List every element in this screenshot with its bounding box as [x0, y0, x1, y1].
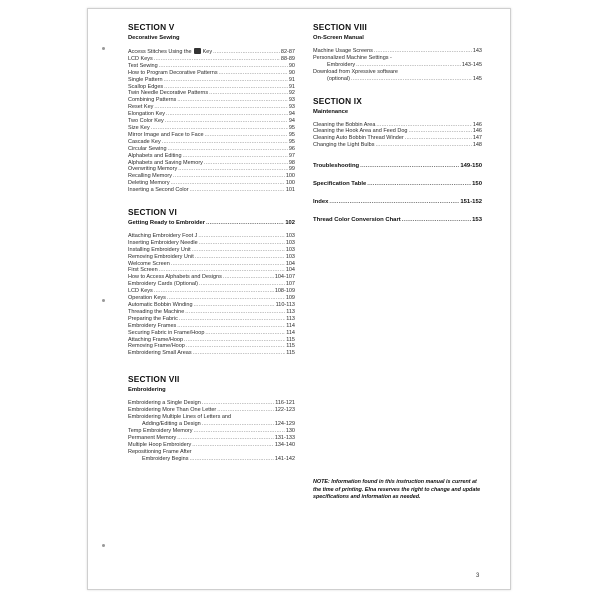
dot-leader: [223, 274, 274, 281]
toc-page-number: 93: [288, 104, 295, 111]
toc-page-number: 113: [286, 308, 295, 315]
toc-entry[interactable]: [313, 217, 482, 224]
toc-entry[interactable]: [128, 330, 295, 337]
toc-entry[interactable]: [128, 350, 295, 357]
dot-leader: [183, 153, 288, 160]
dot-leader: [162, 139, 288, 146]
toc-entry-title: First Screen: [128, 267, 158, 274]
toc-entry-title: LCD Keys: [128, 288, 153, 295]
toc-page-number: 99: [288, 166, 295, 173]
toc-list: [128, 48, 295, 194]
dot-leader: [204, 160, 288, 167]
section-title: SECTION IX: [313, 95, 363, 106]
toc-entry[interactable]: [128, 343, 295, 350]
toc-entry[interactable]: [313, 48, 482, 55]
dot-leader: [193, 350, 286, 357]
toc-entry-title: How to Program Decorative Patterns: [128, 69, 218, 76]
toc-entry[interactable]: [128, 449, 295, 456]
toc-page-number: 145: [472, 75, 482, 82]
toc-list: [128, 233, 295, 357]
toc-entry[interactable]: [128, 187, 295, 194]
toc-entry-title: Securing Fabric in Frame/Hoop: [128, 329, 205, 336]
toc-page-number: 114: [286, 322, 295, 329]
toc-page-number: 115: [286, 336, 295, 343]
toc-entry-title: Combining Patterns: [128, 97, 177, 104]
toc-entry-title: Inserting Embroidery Needle: [128, 239, 198, 246]
margin-dot: [102, 299, 105, 302]
dot-leader: [351, 76, 472, 83]
section-vii: [128, 375, 295, 462]
toc-entry-title: Elongation Key: [128, 111, 165, 118]
toc-entry-title: Removing Frame/Hoop: [128, 343, 185, 350]
toc-entry[interactable]: [128, 63, 295, 70]
toc-page-number: 108-109: [274, 288, 295, 295]
toc-page-number: 104: [285, 260, 295, 267]
toc-entry-title: Two Color Key: [128, 118, 164, 125]
toc-entry[interactable]: [128, 240, 295, 247]
toc-page-number: 95: [288, 124, 295, 131]
dot-leader: [202, 421, 274, 428]
toc-entry[interactable]: [128, 337, 295, 344]
dot-leader: [374, 48, 472, 55]
dot-leader: [168, 146, 288, 153]
toc-entry[interactable]: [128, 180, 295, 187]
toc-list: [313, 48, 482, 83]
toc-entry[interactable]: [128, 166, 295, 173]
dot-leader: [195, 254, 285, 261]
toc-entry-title: Mirror Image and Face to Face: [128, 131, 204, 138]
toc-page-number: 100: [285, 173, 295, 180]
toc-entry[interactable]: [128, 97, 295, 104]
toc-page-number: 100: [285, 180, 295, 187]
toc-entry-title: Overwriting Memory: [128, 166, 178, 173]
toc-entry[interactable]: [128, 173, 295, 180]
toc-page-number: 88-89: [280, 55, 295, 62]
toc-page-number: 116-121: [275, 400, 295, 407]
section-vi: [128, 208, 295, 357]
toc-page-number: 97: [288, 152, 295, 159]
toc-entry[interactable]: [128, 146, 295, 153]
toc-entry-title: Attaching Frame/Hoop: [128, 336, 184, 343]
dot-leader: [171, 180, 285, 187]
toc-page-number: 149-150: [460, 163, 482, 170]
section-subtitle[interactable]: Getting Ready to Embroider ..... 102: [128, 220, 295, 227]
page-number: 3: [476, 573, 480, 579]
toc-entry[interactable]: [313, 62, 482, 69]
dot-leader: [185, 309, 285, 316]
toc-page-number: 130: [285, 427, 295, 434]
toc-entry-title: Download from Xpressive software: [313, 68, 398, 75]
toc-entry[interactable]: [128, 132, 295, 139]
section-viii: [313, 23, 482, 83]
toc-entry-title: Recalling Memory: [128, 173, 173, 180]
toc-entry[interactable]: [128, 77, 295, 84]
section-subtitle: Decorative Sewing: [128, 35, 180, 41]
toc-page-number: 143: [472, 48, 482, 54]
dot-leader: [165, 118, 288, 125]
toc-entry-title: Repositioning Frame After: [128, 448, 192, 455]
dot-leader: [217, 407, 274, 414]
toc-entry-title: Adding/Editing a Design: [142, 420, 201, 427]
toc-page-number: 153: [472, 216, 482, 223]
toc-entry[interactable]: [128, 104, 295, 111]
toc-page-number: 103: [285, 232, 295, 239]
dot-leader: [190, 187, 285, 194]
toc-page-number: 101: [285, 187, 295, 194]
toc-entry-title: Size Key: [128, 124, 150, 131]
toc-entry[interactable]: [313, 122, 482, 129]
section-subtitle: On-Screen Manual: [313, 35, 364, 41]
right-column: [313, 23, 482, 224]
toc-entry-title: Operation Keys: [128, 295, 166, 302]
toc-page-number: 122-123: [274, 407, 295, 414]
toc-entry-title: Troubleshooting: [313, 163, 360, 170]
toc-entry[interactable]: [128, 118, 295, 125]
toc-entry[interactable]: [128, 125, 295, 132]
toc-entry-title: (optional): [327, 75, 350, 82]
toc-entry[interactable]: [128, 139, 295, 146]
toc-page-number: 95: [288, 131, 295, 138]
toc-page-number: 90: [288, 62, 295, 69]
toc-page-number: 94: [288, 111, 295, 118]
disclaimer-note: NOTE: Information found in this instruction manual is current at the time of printing. Elna reserves the right to change and update specifications and information as needed.: [313, 479, 481, 501]
toc-entry[interactable]: [313, 128, 482, 135]
toc-list: [313, 122, 482, 150]
dot-leader: [194, 302, 275, 309]
dot-leader: [202, 400, 274, 407]
toc-entry-title: Alphabets and Editing: [128, 152, 182, 159]
manual-page: [87, 8, 511, 590]
toc-entry-title: Deleting Memory: [128, 180, 170, 187]
toc-page-number: 104-107: [274, 274, 295, 281]
dot-leader: [178, 166, 288, 173]
toc-entry-title: Multiple Hoop Embroidery: [128, 441, 192, 448]
toc-entry[interactable]: [313, 55, 482, 62]
toc-page-number: 91: [288, 83, 295, 90]
toc-page-number: 146: [472, 128, 482, 135]
dot-leader: [367, 181, 471, 188]
toc-entry[interactable]: [128, 84, 295, 91]
dot-leader: [173, 173, 285, 180]
toc-page-number: 95: [288, 138, 295, 145]
toc-entry-title: Installing Embroidery Unit: [128, 246, 191, 253]
toc-entry-title: Automatic Bobbin Winding: [128, 302, 193, 308]
section-title: SECTION VIII: [313, 22, 368, 32]
toc-entry[interactable]: [128, 267, 295, 274]
toc-page-number: 147: [472, 135, 482, 142]
toc-entry-title: Inserting a Second Color: [128, 187, 189, 194]
toc-entry[interactable]: [128, 421, 295, 428]
toc-entry-title: Test Sewing: [128, 62, 158, 69]
decorative-key-icon: [194, 48, 201, 54]
toc-page-number: 124-129: [274, 420, 295, 427]
dot-leader: [329, 199, 459, 206]
toc-page-number: 150: [472, 181, 482, 188]
toc-entry[interactable]: [313, 163, 482, 170]
toc-entry[interactable]: [128, 90, 295, 97]
dot-leader: [194, 428, 285, 435]
toc-entry[interactable]: [128, 261, 295, 268]
dot-leader: [198, 233, 284, 240]
dot-leader: [177, 97, 288, 104]
section-ix: [313, 97, 482, 150]
toc-page-number: 114: [286, 329, 295, 336]
dot-leader: [402, 217, 471, 224]
dot-leader: [184, 337, 285, 344]
toc-entry[interactable]: [128, 160, 295, 167]
toc-entry[interactable]: [128, 295, 295, 302]
toc-entry-title: Machine Usage Screens: [313, 48, 373, 54]
dot-leader: [356, 62, 461, 69]
dot-leader: [360, 163, 459, 170]
dot-leader: [154, 288, 274, 295]
toc-entry-title: Personalized Machine Settings -: [313, 54, 392, 61]
toc-page-number: 82-87: [280, 49, 295, 55]
dot-leader: [405, 135, 472, 142]
dot-leader: [171, 261, 285, 268]
toc-page-number: 103: [285, 253, 295, 260]
section-title: SECTION V: [128, 22, 175, 32]
toc-entry[interactable]: [128, 254, 295, 261]
dot-leader: [166, 111, 288, 118]
toc-entry-title: Attaching Embroidery Foot J: [128, 232, 198, 239]
dot-leader: [154, 56, 280, 63]
dot-leader: [199, 240, 285, 247]
section-title: SECTION VI: [128, 207, 178, 218]
toc-page-number: 113: [286, 315, 295, 322]
toc-entry-title: Welcome Screen: [128, 260, 170, 267]
toc-entry[interactable]: [128, 442, 295, 449]
toc-entry-title: Scallop Edges: [128, 83, 164, 90]
toc-entry-title: Embroidery Frames: [128, 322, 177, 329]
toc-entry-title: Embroidering More Than One Letter: [128, 407, 217, 414]
dot-leader: [164, 77, 288, 84]
dot-leader: [205, 330, 285, 337]
toc-page-number: 146: [472, 121, 482, 128]
left-column: [128, 23, 295, 476]
margin-dot: [102, 544, 105, 547]
toc-entry[interactable]: [128, 435, 295, 442]
toc-entry[interactable]: [128, 247, 295, 254]
margin-dot: [102, 47, 105, 50]
section-v: [128, 23, 295, 194]
dot-leader: [167, 295, 285, 302]
toc-entry[interactable]: [313, 181, 482, 188]
toc-page-number: 134-140: [274, 441, 295, 448]
toc-page-number: 91: [288, 76, 295, 83]
toc-entry-title: Embroidering a Single Design: [128, 400, 201, 407]
toc-entry[interactable]: [128, 323, 295, 330]
toc-entry-title: Access Stitches Using the Key: [128, 49, 213, 55]
toc-entry-title: Specification Table: [313, 181, 367, 188]
toc-page-number: 93: [288, 97, 295, 104]
toc-entry-title: Preparing the Fabric: [128, 315, 178, 322]
toc-page-number: 107: [285, 281, 295, 288]
toc-entry-title: Cascade Key: [128, 138, 161, 145]
toc-page-number: 96: [288, 145, 295, 152]
toc-entry[interactable]: [128, 48, 295, 56]
dot-leader: [154, 104, 288, 111]
toc-page-number: 94: [288, 118, 295, 125]
toc-entry-title: Thread Color Conversion Chart: [313, 216, 401, 223]
toc-entry[interactable]: [313, 135, 482, 142]
toc-entry[interactable]: [128, 428, 295, 435]
toc-entry[interactable]: [128, 111, 295, 118]
toc-entry-title: Circular Sewing: [128, 145, 167, 152]
toc-entry[interactable]: [128, 414, 295, 421]
toc-entry[interactable]: [128, 233, 295, 240]
dot-leader: [151, 125, 288, 132]
toc-page-number: 90: [288, 69, 295, 76]
toc-entry[interactable]: [128, 456, 295, 463]
toc-page-number: 102: [285, 220, 295, 227]
section-title: SECTION VII: [128, 374, 180, 385]
dot-leader: [159, 63, 288, 70]
dot-leader: [213, 49, 280, 56]
toc-entry[interactable]: [128, 288, 295, 295]
toc-page-number: 103: [285, 239, 295, 246]
toc-entry-title: Temp Embroidery Memory: [128, 427, 193, 434]
toc-entry-title: Cleaning the Bobbin Area: [313, 121, 376, 128]
dot-leader: [376, 122, 471, 129]
toc-page-number: 115: [286, 343, 295, 350]
toc-page-number: 151-152: [460, 198, 482, 205]
toc-page-number: 92: [288, 90, 295, 97]
dot-leader: [159, 267, 285, 274]
toc-page-number: 131-133: [274, 434, 295, 441]
toc-page-number: 143-145: [461, 61, 482, 68]
toc-entry-title: Embroidery: [327, 61, 356, 68]
dot-leader: [206, 220, 284, 227]
toc-entry[interactable]: [128, 302, 295, 309]
toc-entry-title: Single Pattern: [128, 76, 163, 83]
toc-entry-title: LCD Keys: [128, 55, 153, 62]
toc-page-number: 104: [285, 267, 295, 274]
toc-entry-title: Removing Embroidery Unit: [128, 253, 194, 260]
toc-entry-title: Alphabets and Saving Memory: [128, 159, 203, 166]
toc-entry-title: Cleaning Auto Bobbin Thread Winder: [313, 135, 404, 142]
toc-entry-title: Embroidery Cards (Optional): [128, 281, 198, 288]
dot-leader: [177, 435, 274, 442]
toc-entry[interactable]: [128, 309, 295, 316]
toc-page-number: 98: [288, 159, 295, 166]
toc-page-number: 115: [286, 350, 295, 357]
dot-leader: [192, 247, 285, 254]
dot-leader: [375, 142, 471, 149]
dot-leader: [177, 323, 285, 330]
toc-entry-title: Embroidery Begins: [142, 455, 189, 462]
toc-entry[interactable]: [128, 56, 295, 63]
toc-entry-title: Changing the Light Bulbs: [313, 142, 375, 149]
toc-page-number: 148: [472, 142, 482, 149]
toc-page-number: 109: [285, 295, 295, 302]
dot-leader: [192, 442, 274, 449]
toc-entry[interactable]: [313, 199, 482, 206]
dot-leader: [408, 128, 471, 135]
toc-entry[interactable]: [128, 274, 295, 281]
toc-entry-title: Embroidering Multiple Lines of Letters and: [128, 414, 232, 421]
dot-leader: [189, 456, 273, 463]
toc-entry-title: Twin Needle Decorative Patterns: [128, 90, 209, 97]
toc-entry-title: Reset Key: [128, 104, 154, 111]
dot-leader: [205, 132, 288, 139]
toc-page-number: 110-113: [275, 302, 295, 308]
toc-page-number: 141-142: [274, 455, 295, 462]
dot-leader: [164, 84, 288, 91]
toc-entry-title: Embroidering Small Areas: [128, 350, 192, 357]
dot-leader: [199, 281, 285, 288]
toc-entry[interactable]: [313, 76, 482, 83]
toc-entry[interactable]: [128, 400, 295, 407]
toc-page-number: 103: [285, 246, 295, 253]
toc-entry-title: How to Access Alphabets and Designs: [128, 274, 222, 281]
toc-entry[interactable]: [313, 142, 482, 149]
extra-entries: [313, 163, 482, 224]
toc-entry-title: Threading the Machine: [128, 308, 185, 315]
section-subtitle: Embroidering: [128, 387, 166, 394]
dot-leader: [179, 316, 285, 323]
toc-entry-title: Permanent Memory: [128, 434, 177, 441]
section-subtitle: Maintenance: [313, 108, 349, 115]
toc-entry-title: Cleaning the Hook Area and Feed Dog: [313, 128, 408, 135]
toc-entry-title: Index: [313, 198, 329, 205]
toc-entry[interactable]: [128, 281, 295, 288]
dot-leader: [186, 343, 285, 350]
dot-leader: [219, 70, 288, 77]
toc-list: [128, 400, 295, 462]
toc-entry[interactable]: [128, 70, 295, 77]
toc-entry[interactable]: [128, 407, 295, 414]
toc-entry[interactable]: [313, 69, 482, 76]
toc-entry[interactable]: [128, 153, 295, 160]
toc-entry[interactable]: [128, 316, 295, 323]
dot-leader: [209, 90, 288, 97]
